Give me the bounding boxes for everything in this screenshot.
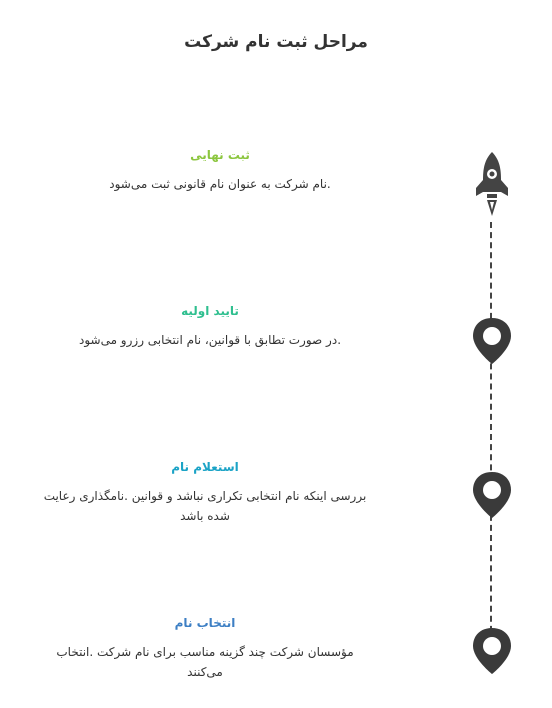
- step-title: انتخاب نام: [174, 616, 236, 630]
- rocket-icon: [472, 150, 512, 220]
- step-name-inquiry: [40, 460, 370, 526]
- step-name-selection: [40, 616, 370, 682]
- step-description: .در صورت تطابق با قوانین، نام انتخابی رزرو می‌شود: [78, 333, 342, 347]
- location-pin-icon: [470, 626, 514, 676]
- step-description: مؤسسان شرکت چند گزینه مناسب برای نام شرکت .انتخاب می‌کنند: [56, 645, 354, 679]
- location-pin-icon: [470, 316, 514, 366]
- step-title: استعلام نام: [171, 460, 239, 474]
- page-title: مراحل ثبت نام شرکت: [184, 32, 368, 52]
- step-description: .نام شرکت به عنوان نام قانونی ثبت می‌شود: [109, 177, 331, 191]
- step-final-registration: [40, 148, 400, 194]
- step-title: تایید اولیه: [181, 304, 239, 318]
- timeline-dashed-line: [490, 222, 492, 642]
- step-description: بررسی اینکه نام انتخابی تکراری نباشد و قوانین .نامگذاری رعایت شده باشد: [43, 489, 367, 523]
- location-pin-icon: [470, 470, 514, 520]
- step-initial-approval: [10, 304, 410, 350]
- step-title: ثبت نهایی: [190, 148, 250, 162]
